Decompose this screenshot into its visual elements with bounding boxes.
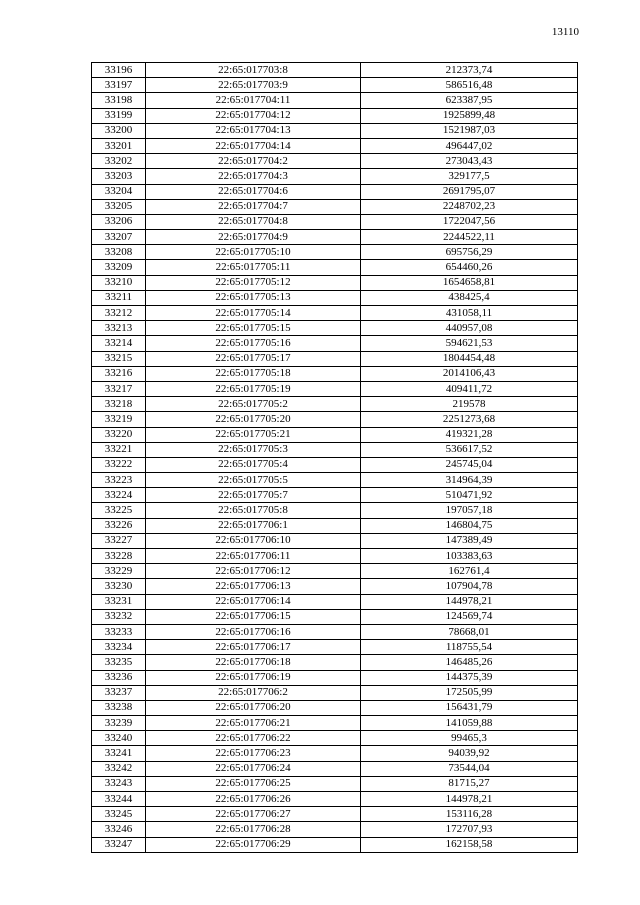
cadastral-number-cell: 22:65:017706:24 <box>146 761 361 776</box>
cadastral-number-cell: 22:65:017706:21 <box>146 716 361 731</box>
value-cell: 586516,48 <box>361 78 578 93</box>
table-row <box>92 533 578 548</box>
row-number-cell: 33203 <box>92 169 146 184</box>
table-row <box>92 412 578 427</box>
registry-table-body <box>92 63 578 853</box>
table-row <box>92 108 578 123</box>
cadastral-number-cell: 22:65:017705:18 <box>146 366 361 381</box>
value-cell: 146485,26 <box>361 655 578 670</box>
cadastral-number-cell: 22:65:017705:7 <box>146 488 361 503</box>
cadastral-number-cell: 22:65:017705:16 <box>146 336 361 351</box>
value-cell: 153116,28 <box>361 807 578 822</box>
table-row <box>92 624 578 639</box>
table-row <box>92 260 578 275</box>
cadastral-number-cell: 22:65:017705:13 <box>146 290 361 305</box>
cadastral-number-cell: 22:65:017705:2 <box>146 397 361 412</box>
value-cell: 273043,43 <box>361 154 578 169</box>
row-number-cell: 33197 <box>92 78 146 93</box>
cadastral-number-cell: 22:65:017705:21 <box>146 427 361 442</box>
row-number-cell: 33244 <box>92 792 146 807</box>
table-row <box>92 336 578 351</box>
row-number-cell: 33228 <box>92 549 146 564</box>
value-cell: 162761,4 <box>361 564 578 579</box>
table-row <box>92 549 578 564</box>
value-cell: 440957,08 <box>361 321 578 336</box>
table-row <box>92 138 578 153</box>
value-cell: 103383,63 <box>361 549 578 564</box>
cadastral-number-cell: 22:65:017706:1 <box>146 518 361 533</box>
row-number-cell: 33216 <box>92 366 146 381</box>
table-row <box>92 230 578 245</box>
row-number-cell: 33221 <box>92 442 146 457</box>
table-row <box>92 640 578 655</box>
row-number-cell: 33227 <box>92 533 146 548</box>
table-row <box>92 457 578 472</box>
table-row <box>92 93 578 108</box>
row-number-cell: 33230 <box>92 579 146 594</box>
row-number-cell: 33222 <box>92 457 146 472</box>
row-number-cell: 33209 <box>92 260 146 275</box>
cadastral-number-cell: 22:65:017706:28 <box>146 822 361 837</box>
cadastral-number-cell: 22:65:017706:16 <box>146 624 361 639</box>
cadastral-number-cell: 22:65:017704:12 <box>146 108 361 123</box>
cadastral-number-cell: 22:65:017705:5 <box>146 473 361 488</box>
table-row <box>92 837 578 852</box>
value-cell: 594621,53 <box>361 336 578 351</box>
row-number-cell: 33231 <box>92 594 146 609</box>
table-row <box>92 306 578 321</box>
row-number-cell: 33220 <box>92 427 146 442</box>
table-row <box>92 792 578 807</box>
row-number-cell: 33213 <box>92 321 146 336</box>
cadastral-number-cell: 22:65:017705:11 <box>146 260 361 275</box>
cadastral-number-cell: 22:65:017703:8 <box>146 63 361 78</box>
value-cell: 654460,26 <box>361 260 578 275</box>
row-number-cell: 33210 <box>92 275 146 290</box>
table-row <box>92 321 578 336</box>
cadastral-number-cell: 22:65:017705:8 <box>146 503 361 518</box>
row-number-cell: 33223 <box>92 473 146 488</box>
cadastral-number-cell: 22:65:017704:2 <box>146 154 361 169</box>
table-row <box>92 123 578 138</box>
row-number-cell: 33217 <box>92 381 146 396</box>
row-number-cell: 33211 <box>92 290 146 305</box>
row-number-cell: 33224 <box>92 488 146 503</box>
row-number-cell: 33240 <box>92 731 146 746</box>
table-row <box>92 351 578 366</box>
value-cell: 1722047,56 <box>361 214 578 229</box>
cadastral-number-cell: 22:65:017705:14 <box>146 306 361 321</box>
table-row <box>92 290 578 305</box>
page-number: 13110 <box>551 26 579 38</box>
table-row <box>92 746 578 761</box>
table-row <box>92 154 578 169</box>
table-row <box>92 381 578 396</box>
value-cell: 118755,54 <box>361 640 578 655</box>
cadastral-number-cell: 22:65:017706:2 <box>146 685 361 700</box>
value-cell: 147389,49 <box>361 533 578 548</box>
cadastral-number-cell: 22:65:017704:11 <box>146 93 361 108</box>
value-cell: 438425,4 <box>361 290 578 305</box>
table-row <box>92 579 578 594</box>
value-cell: 510471,92 <box>361 488 578 503</box>
value-cell: 496447,02 <box>361 138 578 153</box>
value-cell: 2014106,43 <box>361 366 578 381</box>
row-number-cell: 33198 <box>92 93 146 108</box>
row-number-cell: 33238 <box>92 700 146 715</box>
cadastral-number-cell: 22:65:017706:23 <box>146 746 361 761</box>
cadastral-number-cell: 22:65:017706:20 <box>146 700 361 715</box>
value-cell: 245745,04 <box>361 457 578 472</box>
cadastral-number-cell: 22:65:017704:13 <box>146 123 361 138</box>
row-number-cell: 33206 <box>92 214 146 229</box>
table-row <box>92 731 578 746</box>
value-cell: 2691795,07 <box>361 184 578 199</box>
table-row <box>92 63 578 78</box>
value-cell: 141059,88 <box>361 716 578 731</box>
value-cell: 172707,93 <box>361 822 578 837</box>
row-number-cell: 33218 <box>92 397 146 412</box>
cadastral-number-cell: 22:65:017706:26 <box>146 792 361 807</box>
cadastral-number-cell: 22:65:017704:14 <box>146 138 361 153</box>
value-cell: 197057,18 <box>361 503 578 518</box>
cadastral-number-cell: 22:65:017706:10 <box>146 533 361 548</box>
row-number-cell: 33239 <box>92 716 146 731</box>
table-row <box>92 716 578 731</box>
cadastral-number-cell: 22:65:017703:9 <box>146 78 361 93</box>
row-number-cell: 33204 <box>92 184 146 199</box>
value-cell: 1804454,48 <box>361 351 578 366</box>
table-row <box>92 366 578 381</box>
row-number-cell: 33225 <box>92 503 146 518</box>
table-row <box>92 245 578 260</box>
row-number-cell: 33212 <box>92 306 146 321</box>
value-cell: 156431,79 <box>361 700 578 715</box>
value-cell: 94039,92 <box>361 746 578 761</box>
cadastral-number-cell: 22:65:017705:17 <box>146 351 361 366</box>
table-row <box>92 685 578 700</box>
row-number-cell: 33196 <box>92 63 146 78</box>
value-cell: 431058,11 <box>361 306 578 321</box>
value-cell: 2244522,11 <box>361 230 578 245</box>
row-number-cell: 33247 <box>92 837 146 852</box>
row-number-cell: 33208 <box>92 245 146 260</box>
cadastral-number-cell: 22:65:017706:15 <box>146 609 361 624</box>
cadastral-number-cell: 22:65:017706:17 <box>146 640 361 655</box>
row-number-cell: 33205 <box>92 199 146 214</box>
value-cell: 314964,39 <box>361 473 578 488</box>
row-number-cell: 33215 <box>92 351 146 366</box>
value-cell: 73544,04 <box>361 761 578 776</box>
registry-table <box>91 62 578 853</box>
row-number-cell: 33226 <box>92 518 146 533</box>
row-number-cell: 33229 <box>92 564 146 579</box>
row-number-cell: 33241 <box>92 746 146 761</box>
row-number-cell: 33243 <box>92 776 146 791</box>
table-row <box>92 761 578 776</box>
cadastral-number-cell: 22:65:017705:4 <box>146 457 361 472</box>
cadastral-number-cell: 22:65:017705:10 <box>146 245 361 260</box>
cadastral-number-cell: 22:65:017706:19 <box>146 670 361 685</box>
value-cell: 81715,27 <box>361 776 578 791</box>
value-cell: 146804,75 <box>361 518 578 533</box>
value-cell: 329177,5 <box>361 169 578 184</box>
cadastral-number-cell: 22:65:017706:25 <box>146 776 361 791</box>
table-row <box>92 397 578 412</box>
table-row <box>92 564 578 579</box>
table-row <box>92 275 578 290</box>
value-cell: 1654658,81 <box>361 275 578 290</box>
table-row <box>92 503 578 518</box>
table-row <box>92 655 578 670</box>
value-cell: 144978,21 <box>361 792 578 807</box>
value-cell: 78668,01 <box>361 624 578 639</box>
row-number-cell: 33245 <box>92 807 146 822</box>
table-row <box>92 473 578 488</box>
value-cell: 695756,29 <box>361 245 578 260</box>
table-row <box>92 184 578 199</box>
table-row <box>92 442 578 457</box>
cadastral-number-cell: 22:65:017705:12 <box>146 275 361 290</box>
value-cell: 107904,78 <box>361 579 578 594</box>
row-number-cell: 33232 <box>92 609 146 624</box>
row-number-cell: 33234 <box>92 640 146 655</box>
row-number-cell: 33201 <box>92 138 146 153</box>
value-cell: 219578 <box>361 397 578 412</box>
cadastral-number-cell: 22:65:017706:11 <box>146 549 361 564</box>
value-cell: 144375,39 <box>361 670 578 685</box>
table-row <box>92 594 578 609</box>
value-cell: 1521987,03 <box>361 123 578 138</box>
value-cell: 2251273,68 <box>361 412 578 427</box>
table-row <box>92 169 578 184</box>
value-cell: 2248702,23 <box>361 199 578 214</box>
cadastral-number-cell: 22:65:017706:14 <box>146 594 361 609</box>
value-cell: 536617,52 <box>361 442 578 457</box>
cadastral-number-cell: 22:65:017704:8 <box>146 214 361 229</box>
table-row <box>92 670 578 685</box>
row-number-cell: 33199 <box>92 108 146 123</box>
value-cell: 172505,99 <box>361 685 578 700</box>
cadastral-number-cell: 22:65:017706:22 <box>146 731 361 746</box>
cadastral-number-cell: 22:65:017706:29 <box>146 837 361 852</box>
row-number-cell: 33242 <box>92 761 146 776</box>
table-row <box>92 518 578 533</box>
table-row <box>92 427 578 442</box>
value-cell: 124569,74 <box>361 609 578 624</box>
row-number-cell: 33202 <box>92 154 146 169</box>
cadastral-number-cell: 22:65:017706:18 <box>146 655 361 670</box>
value-cell: 162158,58 <box>361 837 578 852</box>
cadastral-number-cell: 22:65:017704:3 <box>146 169 361 184</box>
row-number-cell: 33235 <box>92 655 146 670</box>
row-number-cell: 33219 <box>92 412 146 427</box>
table-row <box>92 807 578 822</box>
row-number-cell: 33207 <box>92 230 146 245</box>
cadastral-number-cell: 22:65:017706:27 <box>146 807 361 822</box>
value-cell: 144978,21 <box>361 594 578 609</box>
cadastral-number-cell: 22:65:017706:12 <box>146 564 361 579</box>
row-number-cell: 33214 <box>92 336 146 351</box>
table-row <box>92 214 578 229</box>
cadastral-number-cell: 22:65:017705:20 <box>146 412 361 427</box>
cadastral-number-cell: 22:65:017705:15 <box>146 321 361 336</box>
table-row <box>92 700 578 715</box>
row-number-cell: 33233 <box>92 624 146 639</box>
table-row <box>92 78 578 93</box>
table-row <box>92 609 578 624</box>
table-row <box>92 822 578 837</box>
row-number-cell: 33236 <box>92 670 146 685</box>
value-cell: 623387,95 <box>361 93 578 108</box>
cadastral-number-cell: 22:65:017704:7 <box>146 199 361 214</box>
table-row <box>92 488 578 503</box>
value-cell: 212373,74 <box>361 63 578 78</box>
row-number-cell: 33200 <box>92 123 146 138</box>
cadastral-number-cell: 22:65:017704:9 <box>146 230 361 245</box>
cadastral-number-cell: 22:65:017705:3 <box>146 442 361 457</box>
value-cell: 409411,72 <box>361 381 578 396</box>
value-cell: 99465,3 <box>361 731 578 746</box>
cadastral-number-cell: 22:65:017704:6 <box>146 184 361 199</box>
cadastral-number-cell: 22:65:017705:19 <box>146 381 361 396</box>
row-number-cell: 33237 <box>92 685 146 700</box>
table-row <box>92 199 578 214</box>
cadastral-number-cell: 22:65:017706:13 <box>146 579 361 594</box>
value-cell: 1925899,48 <box>361 108 578 123</box>
table-row <box>92 776 578 791</box>
value-cell: 419321,28 <box>361 427 578 442</box>
row-number-cell: 33246 <box>92 822 146 837</box>
